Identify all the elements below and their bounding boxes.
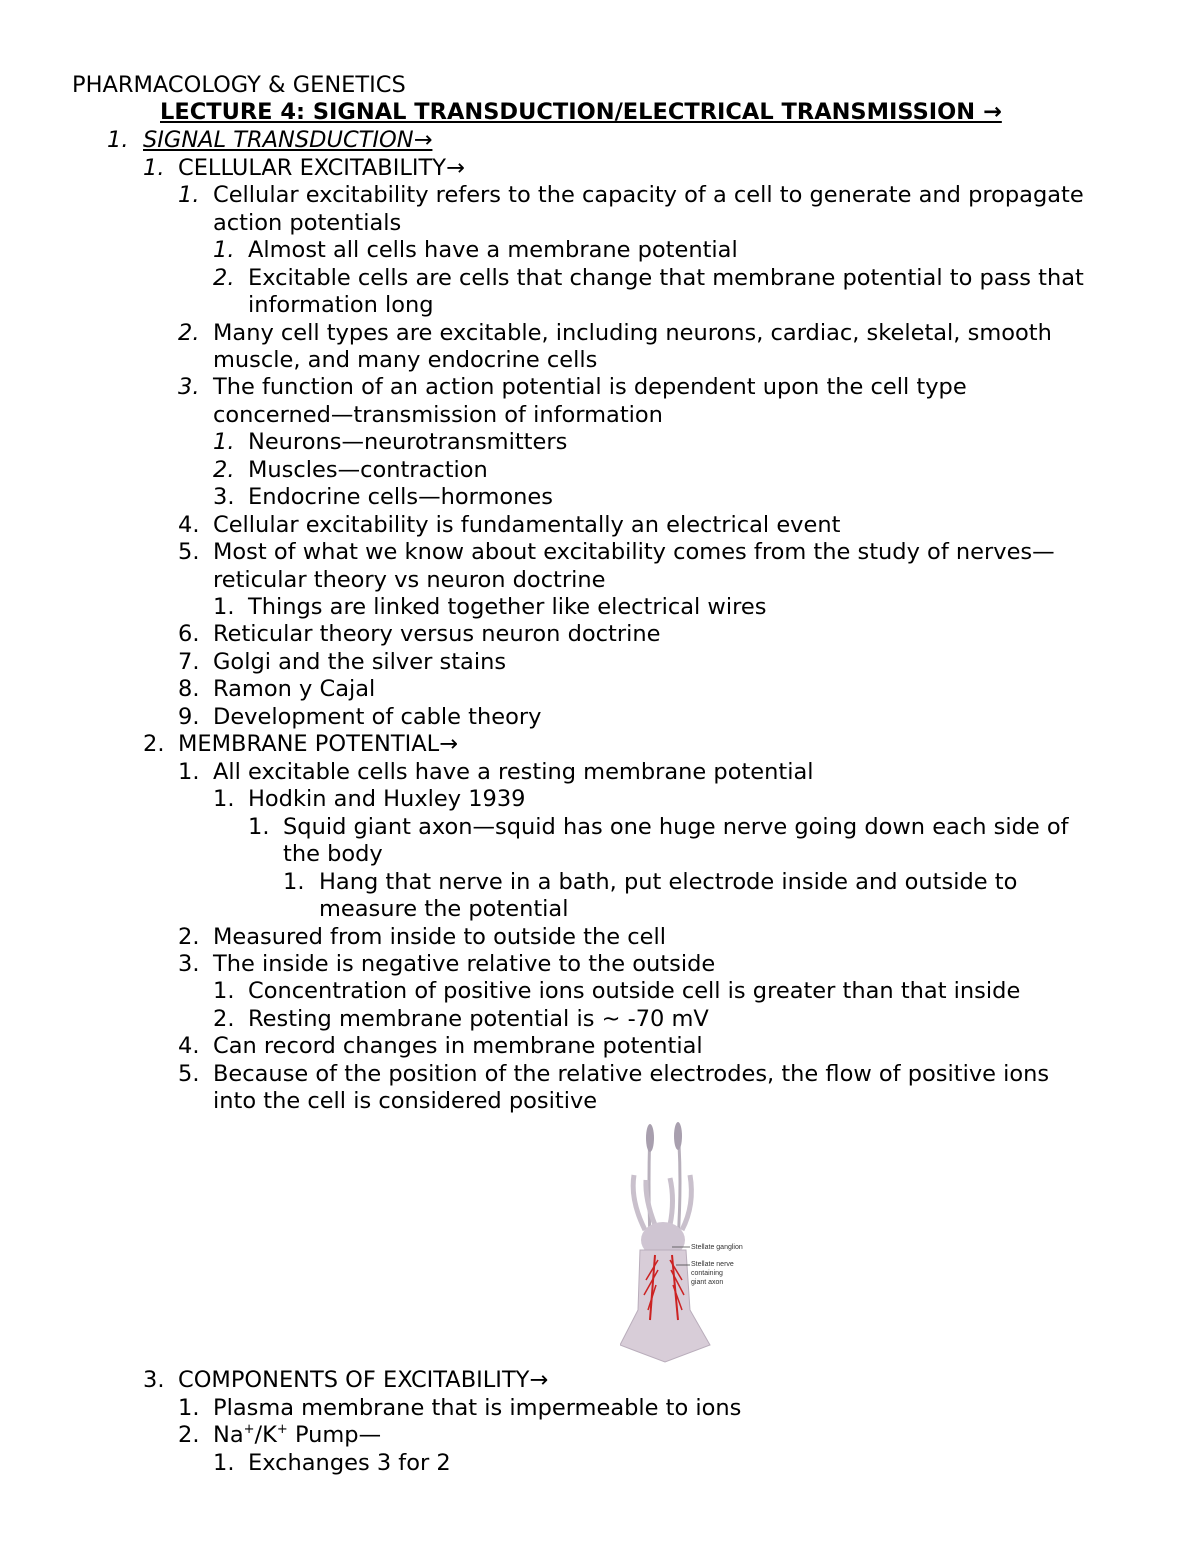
list-item: Almost all cells have a membrane potential — [248, 237, 738, 263]
list-marker: 1. — [213, 429, 235, 455]
list-item: Concentration of positive ions outside cell is greater than that inside — [248, 978, 1021, 1004]
list-item: Because of the position of the relative electrodes, the flow of positive ions — [213, 1061, 1050, 1087]
list-marker: 4. — [178, 512, 200, 538]
list-item: Excitable cells are cells that change that membrane potential to pass that — [248, 265, 1084, 291]
list-item: Most of what we know about excitability comes from the study of nerves— — [213, 539, 1055, 565]
list-item: Hang that nerve in a bath, put electrode inside and outside to — [319, 869, 1018, 895]
lecture-title: LECTURE 4: SIGNAL TRANSDUCTION/ELECTRICAL TRANSMISSION → — [160, 99, 1002, 125]
list-marker: 1. — [283, 869, 305, 895]
list-item: All excitable cells have a resting membrane potential — [213, 759, 814, 785]
list-item: Can record changes in membrane potential — [213, 1033, 703, 1059]
potassium-symbol: K — [262, 1422, 277, 1448]
list-marker: 1. — [248, 814, 270, 840]
figure-label-stellate-nerve: Stellate nerve — [691, 1261, 734, 1268]
list-item: Plasma membrane that is impermeable to ions — [213, 1395, 742, 1421]
list-item: Muscles—contraction — [248, 457, 488, 483]
subsection-heading-cellular-excitability: CELLULAR EXCITABILITY→ — [178, 155, 465, 181]
list-item: Reticular theory versus neuron doctrine — [213, 621, 661, 647]
list-item: The function of an action potential is dependent upon the cell type — [213, 374, 967, 400]
list-item-continuation: information long — [248, 292, 434, 318]
list-marker: 2. — [213, 457, 235, 483]
list-item: Endocrine cells—hormones — [248, 484, 553, 510]
list-item: Ramon y Cajal — [213, 676, 376, 702]
list-marker: 1. — [143, 155, 165, 181]
list-marker: 9. — [178, 704, 200, 730]
list-marker: 2. — [178, 320, 200, 346]
figure-label-stellate-ganglion: Stellate ganglion — [691, 1244, 743, 1251]
list-marker: 1. — [178, 182, 200, 208]
list-item-continuation: measure the potential — [319, 896, 569, 922]
list-item: Things are linked together like electrical wires — [248, 594, 767, 620]
list-item: Neurons—neurotransmitters — [248, 429, 568, 455]
list-item-continuation: concerned—transmission of information — [213, 402, 663, 428]
list-item: Squid giant axon—squid has one huge nerve going down each side of — [283, 814, 1069, 840]
list-item: Measured from inside to outside the cell — [213, 924, 666, 950]
list-item: The inside is negative relative to the outside — [213, 951, 716, 977]
figure-label-stellate-nerve: containing — [691, 1270, 723, 1277]
list-item-continuation: reticular theory vs neuron doctrine — [213, 567, 606, 593]
squid-arm — [670, 1178, 673, 1225]
course-title: PHARMACOLOGY & GENETICS — [72, 72, 406, 98]
list-marker: 1. — [178, 759, 200, 785]
pump-text: Pump— — [287, 1422, 382, 1448]
list-marker: 8. — [178, 676, 200, 702]
list-marker: 3. — [143, 1367, 165, 1393]
list-marker: 1. — [213, 1450, 235, 1476]
list-item-continuation: the body — [283, 841, 383, 867]
list-marker: 2. — [143, 731, 165, 757]
list-item-continuation: muscle, and many endocrine cells — [213, 347, 598, 373]
section-heading-signal-transduction: SIGNAL TRANSDUCTION→ — [143, 127, 433, 153]
list-marker: 5. — [178, 539, 200, 565]
list-item: Hodkin and Huxley 1939 — [248, 786, 526, 812]
slash: / — [254, 1422, 263, 1448]
list-marker: 1. — [213, 594, 235, 620]
list-marker: 1. — [213, 786, 235, 812]
list-marker: 3. — [213, 484, 235, 510]
list-item-continuation: into the cell is considered positive — [213, 1088, 598, 1114]
list-marker: 2. — [178, 1422, 200, 1448]
subsection-heading-components-of-excitability: COMPONENTS OF EXCITABILITY→ — [178, 1367, 549, 1393]
list-marker: 1. — [107, 127, 129, 153]
list-item: Cellular excitability is fundamentally an electrical event — [213, 512, 841, 538]
list-marker: 2. — [178, 924, 200, 950]
squid-tentacle-club — [646, 1124, 654, 1152]
list-item: Exchanges 3 for 2 — [248, 1450, 451, 1476]
list-item: Development of cable theory — [213, 704, 542, 730]
list-marker: 1. — [178, 1395, 200, 1421]
list-item: Golgi and the silver stains — [213, 649, 507, 675]
list-item: Many cell types are excitable, including neurons, cardiac, skeletal, smooth — [213, 320, 1052, 346]
list-marker: 4. — [178, 1033, 200, 1059]
list-item-pump — [213, 1422, 381, 1449]
list-marker: 6. — [178, 621, 200, 647]
list-item: Resting membrane potential is ~ -70 mV — [248, 1006, 709, 1032]
list-item-continuation: action potentials — [213, 210, 402, 236]
squid-tentacle-club — [674, 1122, 682, 1150]
list-marker: 3. — [178, 374, 200, 400]
subsection-heading-membrane-potential: MEMBRANE POTENTIAL→ — [178, 731, 459, 757]
list-item: Cellular excitability refers to the capacity of a cell to generate and propagate — [213, 182, 1084, 208]
figure-label-stellate-nerve: giant axon — [691, 1279, 724, 1286]
list-marker: 5. — [178, 1061, 200, 1087]
list-marker: 1. — [213, 978, 235, 1004]
list-marker: 2. — [213, 265, 235, 291]
list-marker: 7. — [178, 649, 200, 675]
charge-superscript: + — [276, 1422, 288, 1437]
squid-giant-axon-figure — [620, 1120, 776, 1365]
sodium-symbol: Na — [213, 1422, 244, 1448]
list-marker: 2. — [213, 1006, 235, 1032]
list-marker: 1. — [213, 237, 235, 263]
charge-superscript: + — [243, 1422, 255, 1437]
list-marker: 3. — [178, 951, 200, 977]
